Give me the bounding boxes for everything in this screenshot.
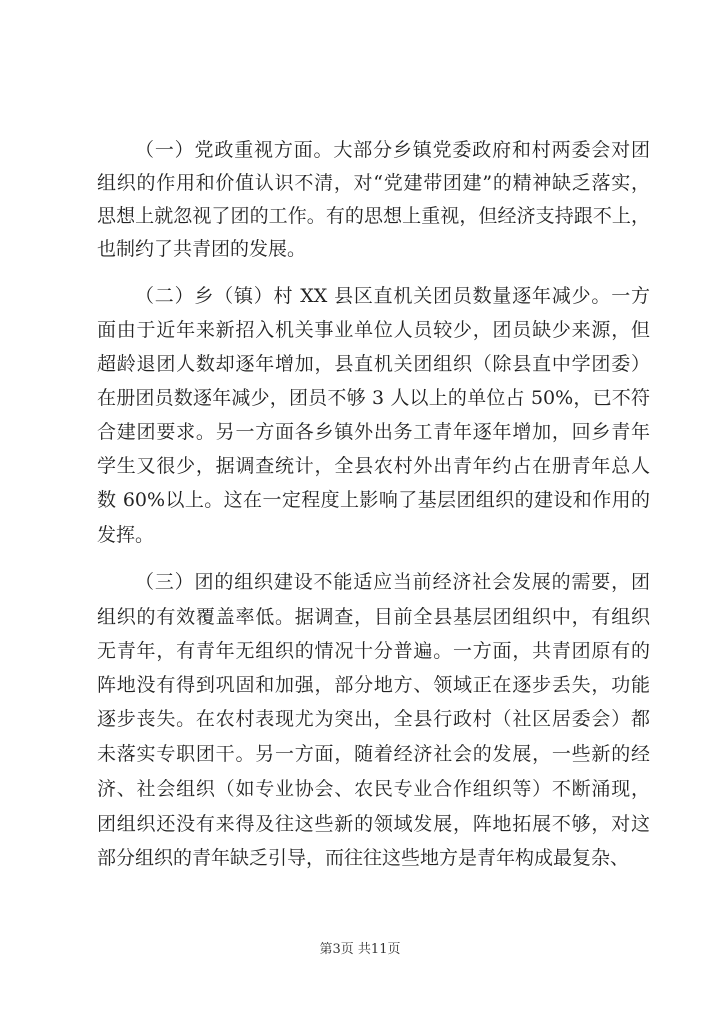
paragraph-1-line: 思想上就忽视了团的工作。有的思想上重视，但经济支持跟不上， bbox=[97, 205, 650, 227]
paragraph-3-line: 逐步丧失。在农村表现尤为突出，全县行政村（社区居委会）都 bbox=[97, 708, 650, 730]
paragraph-1-line: 也制约了共青团的发展。 bbox=[97, 238, 307, 260]
paragraph-3-line: 济、社会组织（如专业协会、农民专业合作组织等）不断涌现， bbox=[97, 778, 650, 800]
paragraph-3-line: 组织的有效覆盖率低。据调查，目前全县基层团组织中，有组织 bbox=[97, 606, 650, 628]
paragraph-2-line: 学生又很少，据调查统计，全县农村外出青年约占在册青年总人 bbox=[97, 455, 650, 477]
paragraph-2-line: 在册团员数逐年减少，团员不够 3 人以上的单位占 50%，已不符 bbox=[97, 387, 650, 409]
paragraph-2-line: 面由于近年来新招入机关事业单位人员较少，团员缺少来源，但 bbox=[97, 319, 650, 341]
paragraph-2-line: 超龄退团人数却逐年增加，县直机关团组织（除县直中学团委） bbox=[97, 353, 650, 375]
paragraph-3-line: （三）团的组织建设不能适应当前经济社会发展的需要，团 bbox=[135, 571, 650, 593]
paragraph-2-line: 数 60%以上。这在一定程度上影响了基层团组织的建设和作用的 bbox=[97, 489, 650, 511]
paragraph-3-line: 未落实专职团干。另一方面，随着经济社会的发展，一些新的经 bbox=[97, 743, 650, 765]
paragraph-3-line: 无青年，有青年无组织的情况十分普遍。一方面，共青团原有的 bbox=[97, 640, 650, 662]
paragraph-2-line: 发挥。 bbox=[97, 524, 155, 546]
paragraph-1-line: （一）党政重视方面。大部分乡镇党委政府和村两委会对团 bbox=[135, 139, 650, 161]
paragraph-2-line: 合建团要求。另一方面各乡镇外出务工青年逐年增加，回乡青年 bbox=[97, 421, 650, 443]
paragraph-3-line: 团组织还没有来得及往这些新的领域发展，阵地拓展不够，对这 bbox=[97, 813, 650, 835]
paragraph-3-line: 阵地没有得到巩固和加强，部分地方、领域正在逐步丢失，功能 bbox=[97, 674, 650, 696]
page-footer: 第3页 共11页 bbox=[319, 942, 401, 957]
paragraph-2-line: （二）乡（镇）村 XX 县区直机关团员数量逐年减少。一方 bbox=[135, 285, 650, 307]
paragraph-1-line: 组织的作用和价值认识不清，对“党建带团建”的精神缺乏落实， bbox=[97, 172, 650, 194]
paragraph-3-line: 部分组织的青年缺乏引导，而往往这些地方是青年构成最复杂、 bbox=[97, 847, 630, 869]
